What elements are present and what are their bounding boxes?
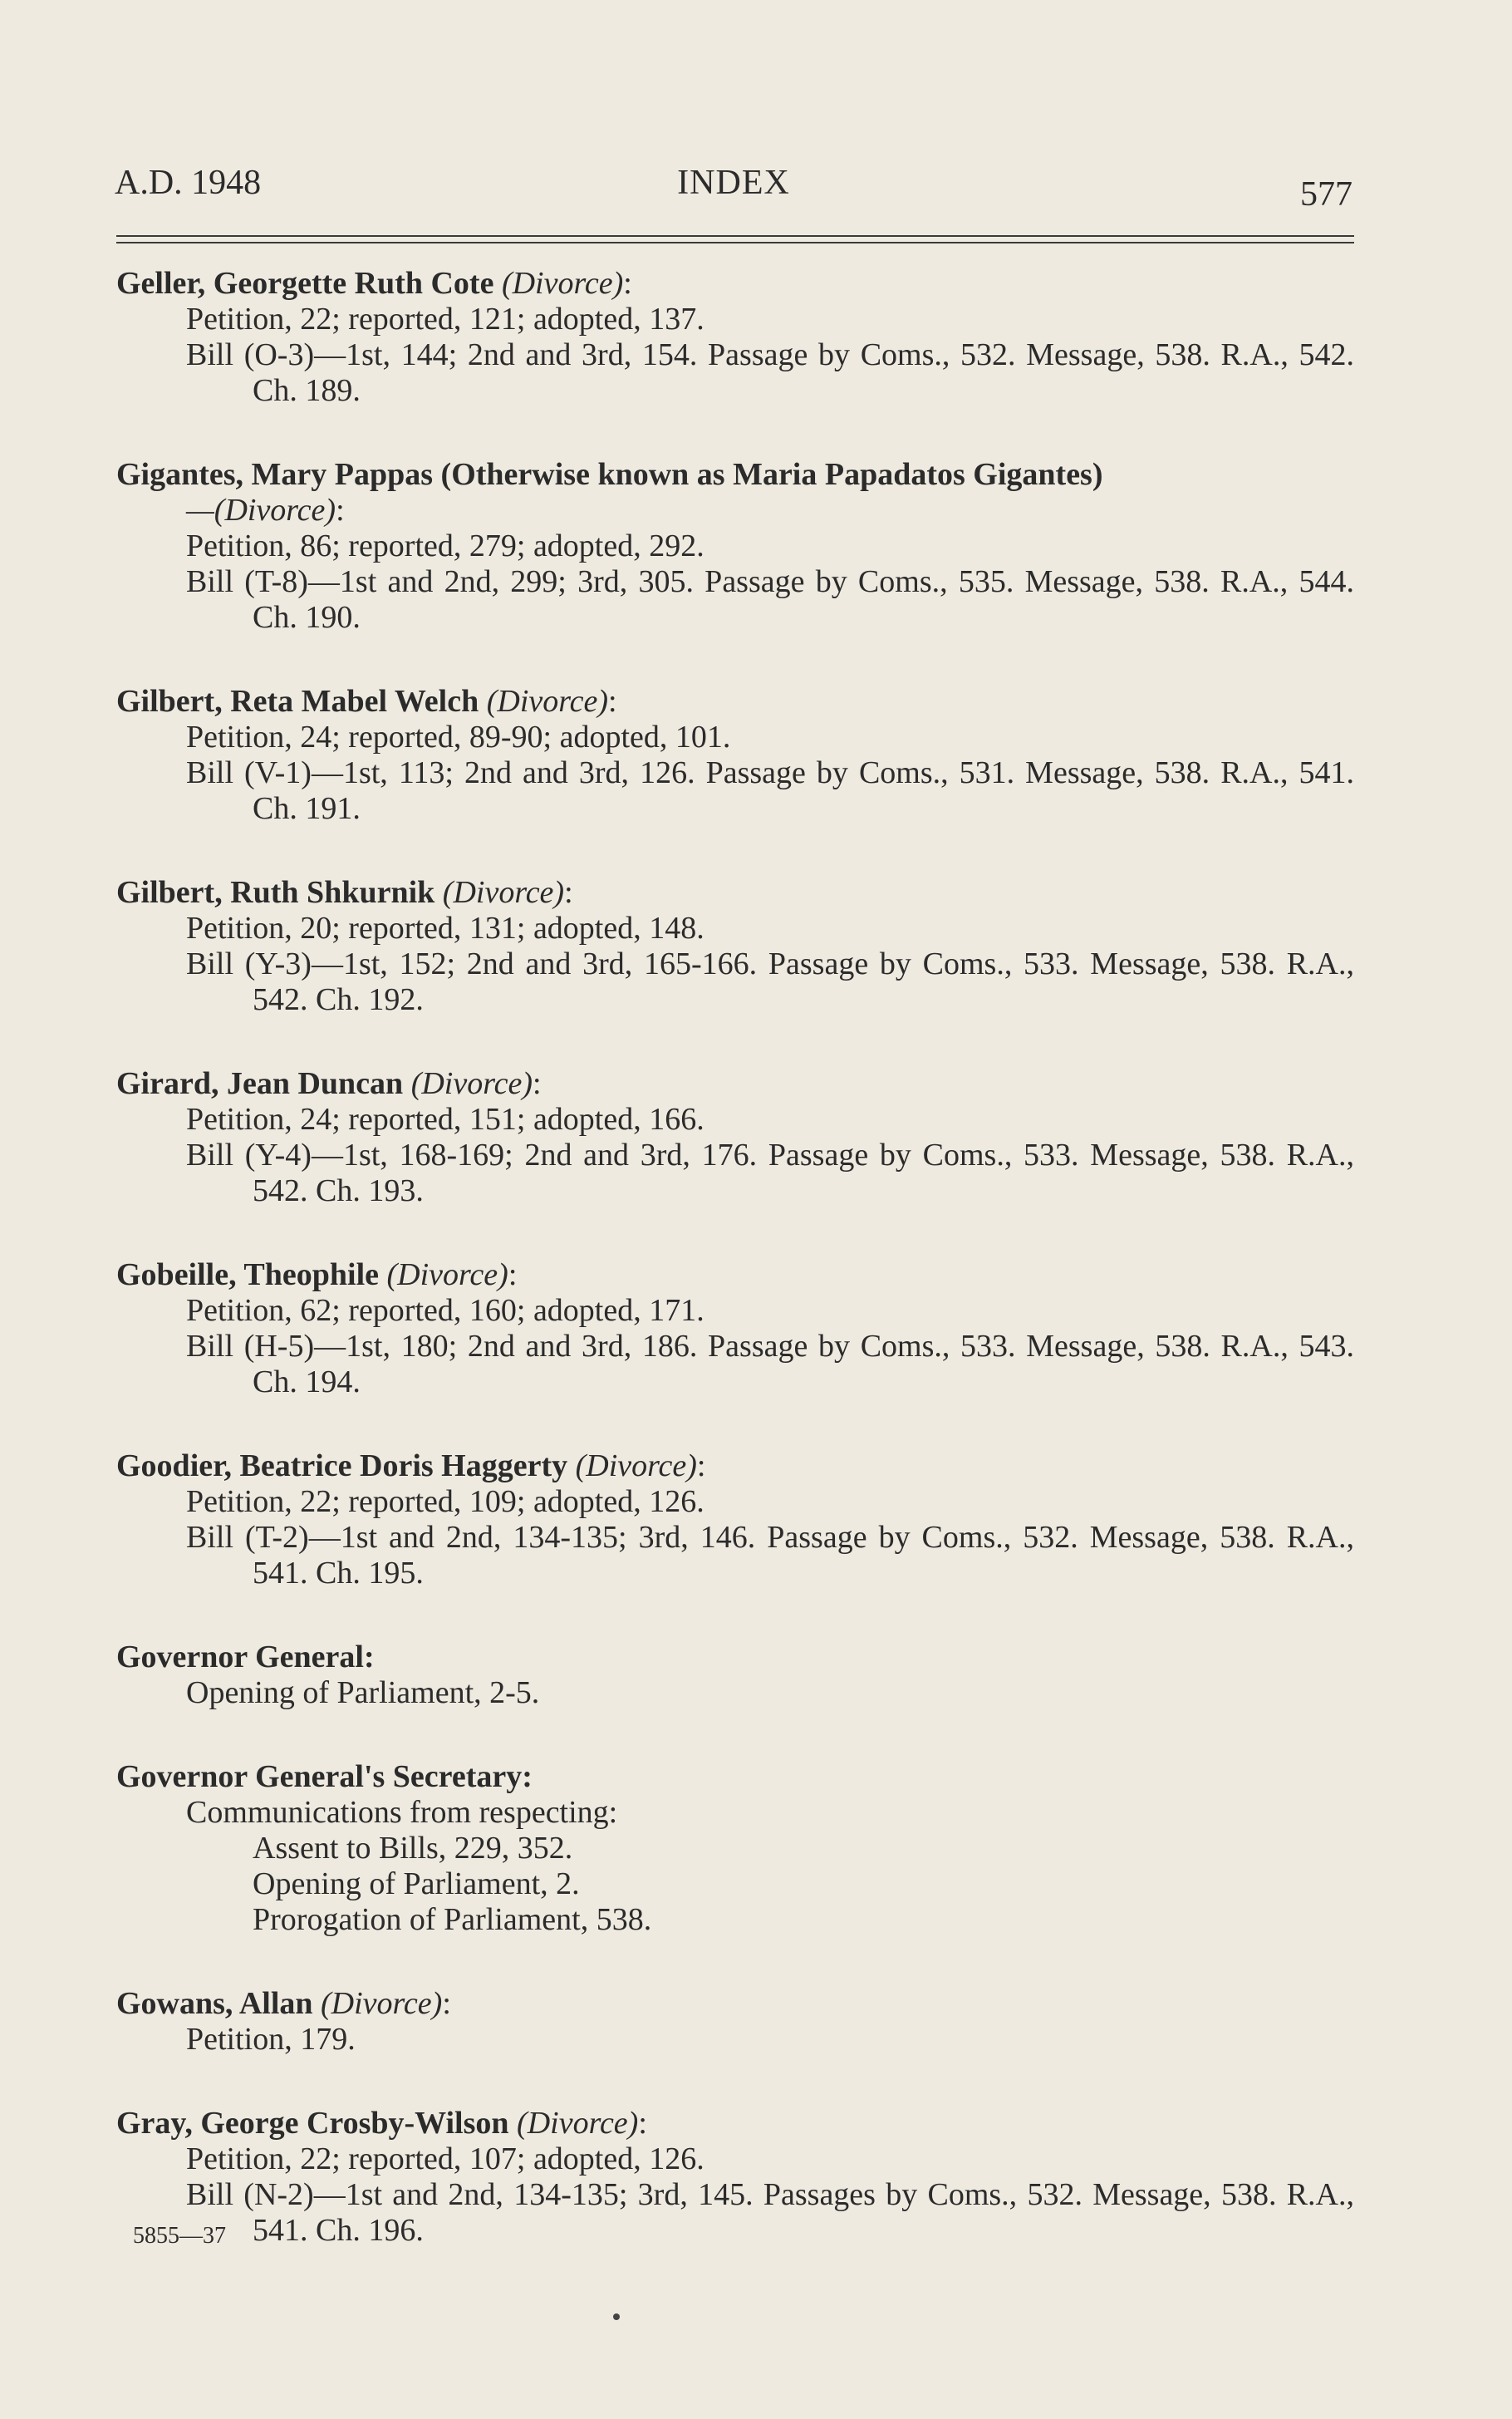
index-entry bbox=[116, 1986, 1354, 2058]
entry-name: Geller, Georgette Ruth Cote bbox=[116, 266, 494, 301]
entry-name: Girard, Jean Duncan bbox=[116, 1066, 404, 1101]
index-entry bbox=[116, 266, 1354, 409]
entry-suffix: : bbox=[336, 493, 345, 528]
entry-line: Petition, 24; reported, 89-90; adopted, 101. bbox=[186, 720, 731, 755]
entry-bill: Bill (N-2)—1st and 2nd, 134-135; 3rd, 145. Passages by Coms., 532. Message, 538. R.A., 541. Ch. 196. bbox=[186, 2177, 1354, 2248]
page-header bbox=[115, 163, 1352, 213]
index-entry bbox=[116, 2106, 1354, 2249]
entry-name: Governor General's Secretary: bbox=[116, 1759, 533, 1794]
index-entry bbox=[116, 457, 1354, 636]
entry-qualifier: (Divorce) bbox=[486, 684, 609, 719]
entry-heading bbox=[116, 457, 1354, 529]
index-entries bbox=[116, 266, 1354, 2297]
entry-name: Goodier, Beatrice Doris Haggerty bbox=[116, 1448, 568, 1483]
entry-suffix: : bbox=[442, 1986, 451, 2021]
entry-heading bbox=[116, 266, 1354, 302]
entry-sub: Prorogation of Parliament, 538. bbox=[253, 1902, 652, 1937]
index-entry bbox=[116, 1448, 1354, 1591]
entry-bill: Bill (H-5)—1st, 180; 2nd and 3rd, 186. Passage by Coms., 533. Message, 538. R.A., 543. Ch. 194. bbox=[186, 1329, 1354, 1399]
entry-suffix: : bbox=[696, 1448, 706, 1483]
footer-code: 5855—37 bbox=[133, 2223, 226, 2249]
entry-suffix: : bbox=[564, 875, 573, 910]
entry-name: Gigantes, Mary Pappas (Otherwise known as Maria Papadatos Gigantes) bbox=[116, 457, 1103, 492]
entry-line: Petition, 22; reported, 109; adopted, 126. bbox=[186, 1484, 704, 1519]
index-entry bbox=[116, 1257, 1354, 1400]
entry-suffix: : bbox=[533, 1066, 542, 1101]
entry-heading bbox=[116, 1448, 1354, 1484]
entry-suffix: : bbox=[608, 684, 617, 719]
entry-line: Petition, 20; reported, 131; adopted, 148. bbox=[186, 911, 704, 946]
entry-bill: Bill (O-3)—1st, 144; 2nd and 3rd, 154. Passage by Coms., 532. Message, 538. R.A., 542. Ch. 189. bbox=[186, 337, 1354, 408]
header-year: A.D. 1948 bbox=[115, 164, 262, 202]
entry-suffix: : bbox=[508, 1257, 518, 1292]
entry-bill: Bill (T-2)—1st and 2nd, 134-135; 3rd, 146. Passage by Coms., 532. Message, 538. R.A., 541. Ch. 195. bbox=[186, 1520, 1354, 1591]
entry-qualifier: (Divorce) bbox=[410, 1066, 533, 1101]
entry-bill: Bill (T-8)—1st and 2nd, 299; 3rd, 305. Passage by Coms., 535. Message, 538. R.A., 544. Ch. 190. bbox=[186, 564, 1354, 635]
index-entry bbox=[116, 1066, 1354, 1209]
entry-line: Petition, 22; reported, 121; adopted, 137. bbox=[186, 302, 704, 337]
entry-qualifier: (Divorce) bbox=[501, 266, 624, 301]
index-entry bbox=[116, 1640, 1354, 1711]
ink-dot bbox=[613, 2313, 620, 2320]
entry-name: Gilbert, Ruth Shkurnik bbox=[116, 875, 435, 910]
header-rule-top bbox=[116, 235, 1354, 237]
entry-name: Gilbert, Reta Mabel Welch bbox=[116, 684, 479, 719]
entry-bill: Bill (V-1)—1st, 113; 2nd and 3rd, 126. Passage by Coms., 531. Message, 538. R.A., 541. Ch. 191. bbox=[186, 755, 1354, 826]
entry-line: Petition, 62; reported, 160; adopted, 171. bbox=[186, 1293, 704, 1328]
entry-line: Communications from respecting: bbox=[186, 1795, 618, 1830]
entry-name: Gobeille, Theophile bbox=[116, 1257, 380, 1292]
entry-qualifier: —(Divorce) bbox=[186, 493, 336, 528]
entry-heading bbox=[116, 1640, 1354, 1675]
header-rule-bottom bbox=[116, 242, 1354, 243]
entry-line: Petition, 86; reported, 279; adopted, 292. bbox=[186, 529, 704, 563]
entry-heading bbox=[116, 1066, 1354, 1102]
entry-suffix: : bbox=[623, 266, 632, 301]
entry-qualifier: (Divorce) bbox=[517, 2106, 639, 2141]
entry-line: Petition, 24; reported, 151; adopted, 166. bbox=[186, 1102, 704, 1137]
entry-line: Petition, 179. bbox=[186, 2022, 356, 2057]
entry-heading bbox=[116, 1759, 1354, 1795]
entry-qualifier: (Divorce) bbox=[321, 1986, 443, 2021]
entry-name: Gray, George Crosby-Wilson bbox=[116, 2106, 509, 2141]
entry-bill: Bill (Y-4)—1st, 168-169; 2nd and 3rd, 176. Passage by Coms., 533. Message, 538. R.A., 542. Ch. 193. bbox=[186, 1138, 1354, 1208]
entry-qualifier: (Divorce) bbox=[386, 1257, 508, 1292]
entry-heading bbox=[116, 1257, 1354, 1293]
entry-heading bbox=[116, 2106, 1354, 2141]
entry-heading bbox=[116, 875, 1354, 911]
entry-sub: Opening of Parliament, 2. bbox=[253, 1866, 580, 1901]
entry-qualifier: (Divorce) bbox=[575, 1448, 697, 1483]
entry-sub: Assent to Bills, 229, 352. bbox=[253, 1831, 573, 1866]
entry-suffix: : bbox=[638, 2106, 647, 2141]
index-entry bbox=[116, 1759, 1354, 1938]
entry-heading bbox=[116, 684, 1354, 720]
entry-bill: Bill (Y-3)—1st, 152; 2nd and 3rd, 165-166. Passage by Coms., 533. Message, 538. R.A., 542. Ch. 192. bbox=[186, 946, 1354, 1017]
entry-line: Opening of Parliament, 2-5. bbox=[186, 1675, 540, 1710]
entry-name: Gowans, Allan bbox=[116, 1986, 313, 2021]
index-entry bbox=[116, 684, 1354, 827]
index-entry bbox=[116, 875, 1354, 1018]
entry-qualifier: (Divorce) bbox=[442, 875, 565, 910]
header-title: INDEX bbox=[677, 164, 790, 202]
page-number: 577 bbox=[1300, 175, 1352, 214]
entry-heading bbox=[116, 1986, 1354, 2022]
entry-line: Petition, 22; reported, 107; adopted, 126. bbox=[186, 2141, 704, 2176]
entry-name: Governor General: bbox=[116, 1640, 375, 1674]
